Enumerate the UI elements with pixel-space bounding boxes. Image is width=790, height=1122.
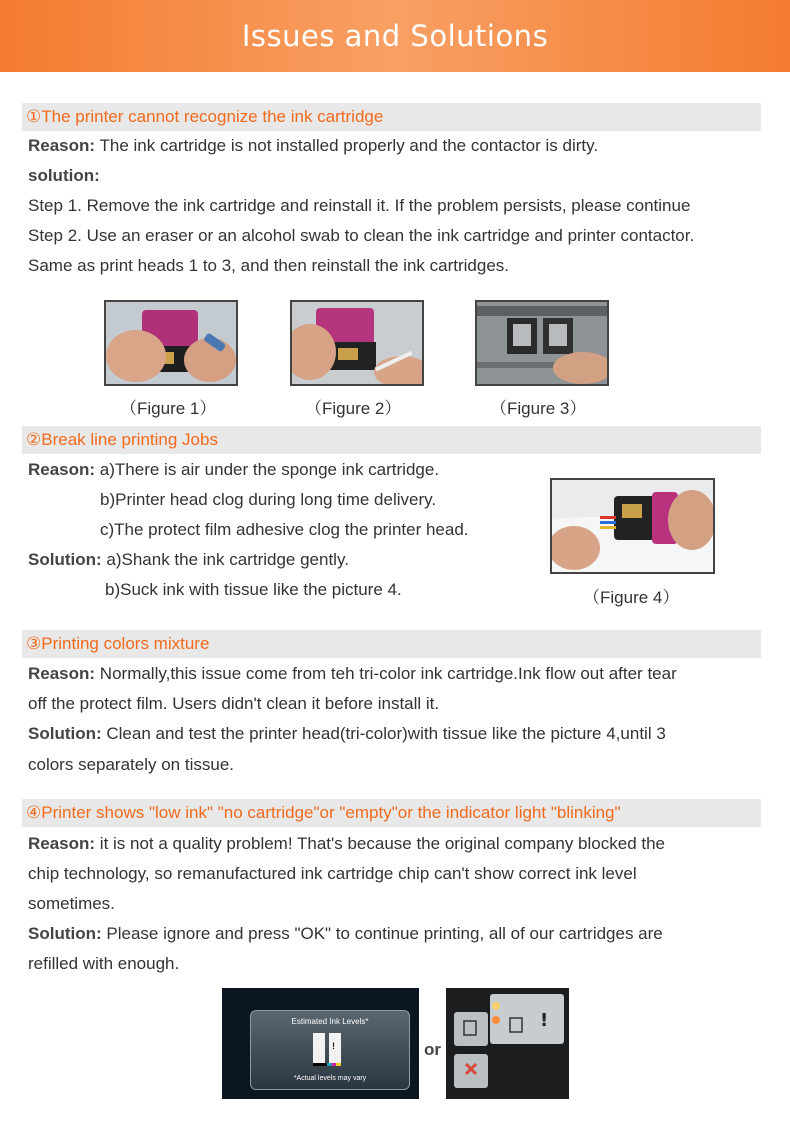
reason-label: Reason: (28, 834, 96, 853)
printer-control-panel (446, 988, 569, 1099)
section-1-title: ①The printer cannot recognize the ink cartridge (22, 103, 761, 131)
section-4-solution-1 (28, 923, 663, 945)
section-4-reason-2: chip technology, so remanufactured ink cartridge chip can't show correct ink level (28, 864, 637, 883)
reason-label: Reason: (28, 664, 96, 683)
reason-text: The ink cartridge is not installed properly and the contactor is dirty. (95, 136, 599, 155)
section-1-reason (28, 135, 598, 157)
step-2: Step 2. Use an eraser or an alcohol swab to clean the ink cartridge and printer contactor. (28, 226, 695, 245)
ink-levels-dialog (250, 1010, 410, 1090)
solution-text: Clean and test the printer head(tri-color)with tissue like the picture 4,until 3 (101, 724, 666, 743)
figure-2-caption: （Figure 2） (305, 399, 402, 418)
ink-levels-title: Estimated Ink Levels* (291, 1017, 369, 1026)
solution-text: a)Shank the ink cartridge gently. (101, 550, 349, 569)
section-4-reason-3: sometimes. (28, 894, 115, 913)
figure-1-image (104, 300, 238, 386)
figure-4-image (550, 478, 715, 574)
solution-label: Solution: (28, 724, 102, 743)
section-2-solution-b: b)Suck ink with tissue like the picture 4. (105, 580, 402, 599)
reason-text: a)There is air under the sponge ink cartridge. (95, 460, 440, 479)
section-4-reason-1 (28, 833, 665, 855)
ink-levels-screen-image (222, 988, 419, 1099)
step-3: Same as print heads 1 to 3, and then reinstall the ink cartridges. (28, 256, 509, 275)
ink-levels-note: *Actual levels may vary (293, 1075, 367, 1082)
section-2-reason-b: b)Printer head clog during long time delivery. (100, 490, 437, 509)
section-4-solution-2: refilled with enough. (28, 954, 180, 973)
svg-text:!: ! (540, 1010, 549, 1031)
section-3-reason-1 (28, 663, 677, 685)
step-1: Step 1. Remove the ink cartridge and reinstall it. If the problem persists, please continue (28, 196, 691, 215)
figure-3-image (475, 300, 609, 386)
or-label: or (424, 1040, 441, 1059)
section-3-solution-1 (28, 723, 666, 745)
section-1-solution-label (28, 165, 100, 187)
section-3-solution-2: colors separately on tissue. (28, 755, 234, 774)
figure-1-caption: （Figure 1） (120, 399, 217, 418)
solution-text: Please ignore and press "OK" to continue printing, all of our cartridges are (101, 924, 663, 943)
printer-panel-image (446, 988, 569, 1099)
page-header (0, 0, 790, 72)
warning-icon: ! (332, 1041, 335, 1051)
section-2-reason-c: c)The protect film adhesive clog the printer head. (100, 520, 469, 539)
section-4-title: ④Printer shows "low ink" "no cartridge"or "empty"or the indicator light "blinking" (22, 799, 761, 827)
solution-label: solution: (28, 166, 100, 185)
figure-4-caption: （Figure 4） (583, 588, 680, 607)
figure-2-image (290, 300, 424, 386)
section-3-title: ③Printing colors mixture (22, 630, 761, 658)
reason-label: Reason: (28, 136, 96, 155)
figure-3-caption: （Figure 3） (490, 399, 587, 418)
reason-text: Normally,this issue come from teh tri-color ink cartridge.Ink flow out after tear (95, 664, 677, 683)
ink-color-strip (313, 1063, 341, 1066)
reason-label: Reason: (28, 460, 96, 479)
solution-label: Solution: (28, 550, 102, 569)
reason-text: it is not a quality problem! That's because the original company blocked the (95, 834, 666, 853)
ink-bar-color (329, 1033, 341, 1063)
section-2-solution-a (28, 549, 349, 571)
solution-label: Solution: (28, 924, 102, 943)
page-title: Issues and Solutions (241, 19, 549, 53)
section-2-reason-a (28, 459, 439, 481)
ink-bar-black (313, 1033, 325, 1063)
section-3-reason-2: off the protect film. Users didn't clean it before install it. (28, 694, 440, 713)
section-2-title: ②Break line printing Jobs (22, 426, 761, 454)
